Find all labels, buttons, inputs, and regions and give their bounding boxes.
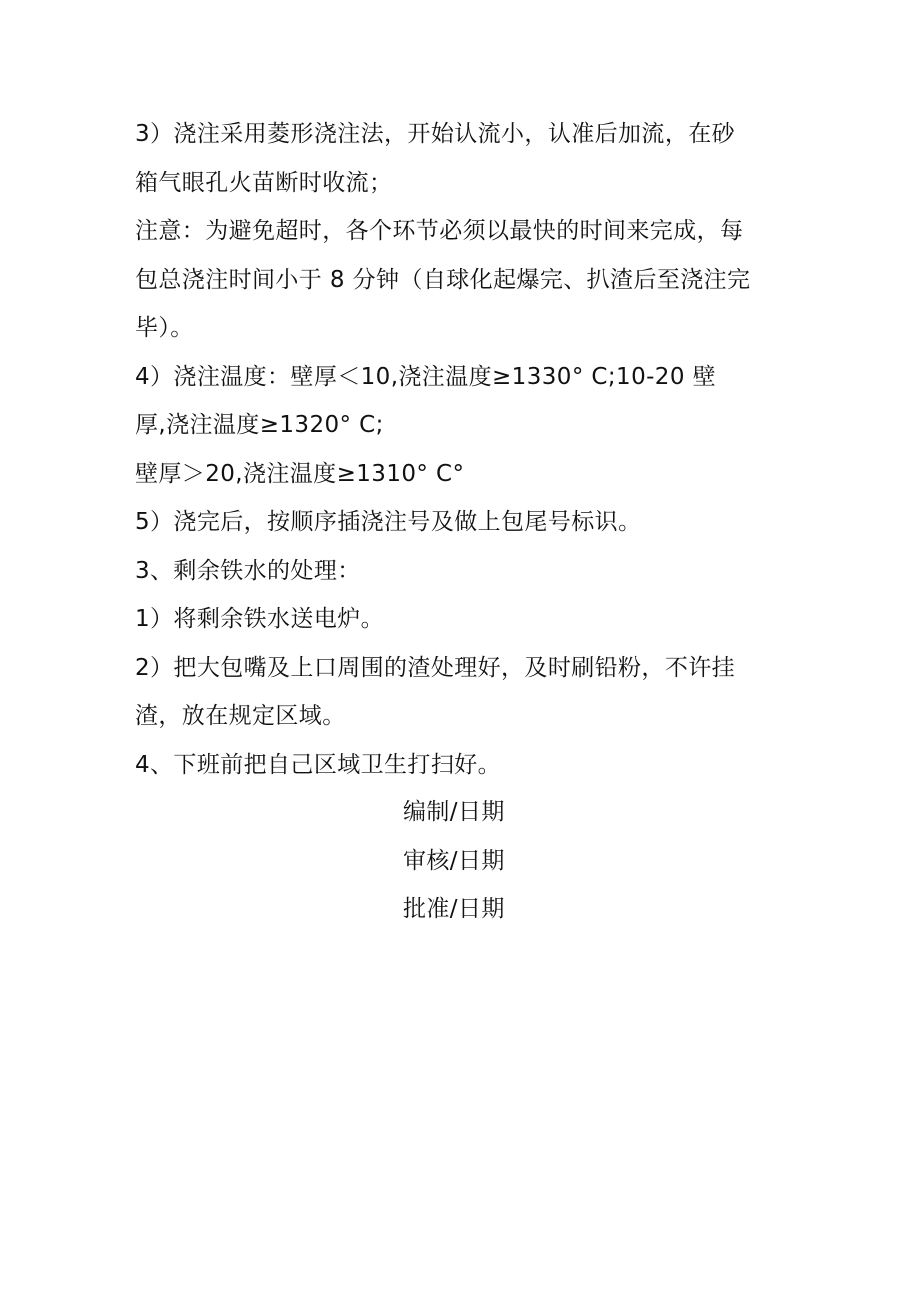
text-line: 厚,浇注温度≥1320° C;: [135, 412, 384, 438]
text-line: 箱气眼孔火苗断时收流；: [135, 169, 393, 196]
text-line: 3、剩余铁水的处理：: [135, 557, 361, 584]
reviewed-by-date: 审核/日期: [403, 847, 505, 874]
text-line: 壁厚＞20,浇注温度≥1310° C°: [135, 460, 465, 487]
text-line: 4）浇注温度：壁厚＜10,浇注温度≥1330° C;10-20 壁: [135, 363, 716, 390]
text-line: 3）浇注采用菱形浇注法，开始认流小，认准后加流，在砂: [135, 121, 736, 147]
approved-by-date: 批准/日期: [403, 896, 505, 922]
prepared-by-date: 编制/日期: [403, 799, 505, 825]
text-line: 渣，放在规定区域。: [135, 703, 346, 729]
text-line: 5）浇完后，按顺序插浇注号及做上包尾号标识。: [135, 509, 642, 535]
text-line: 4、下班前把自己区域卫生打扫好。: [135, 751, 502, 778]
signature-block: [403, 788, 603, 934]
text-line: 注意：为避免超时，各个环节必须以最快的时间来完成，每: [135, 218, 744, 244]
body-text: [135, 110, 795, 789]
text-line: 包总浇注时间小于 8 分钟（自球化起爆完、扒渣后至浇注完: [135, 266, 751, 293]
text-line: 1）将剩余铁水送电炉。: [135, 606, 385, 632]
text-line: 毕）。: [135, 315, 194, 341]
text-line: 2）把大包嘴及上口周围的渣处理好，及时刷铅粉，不许挂: [135, 654, 736, 681]
